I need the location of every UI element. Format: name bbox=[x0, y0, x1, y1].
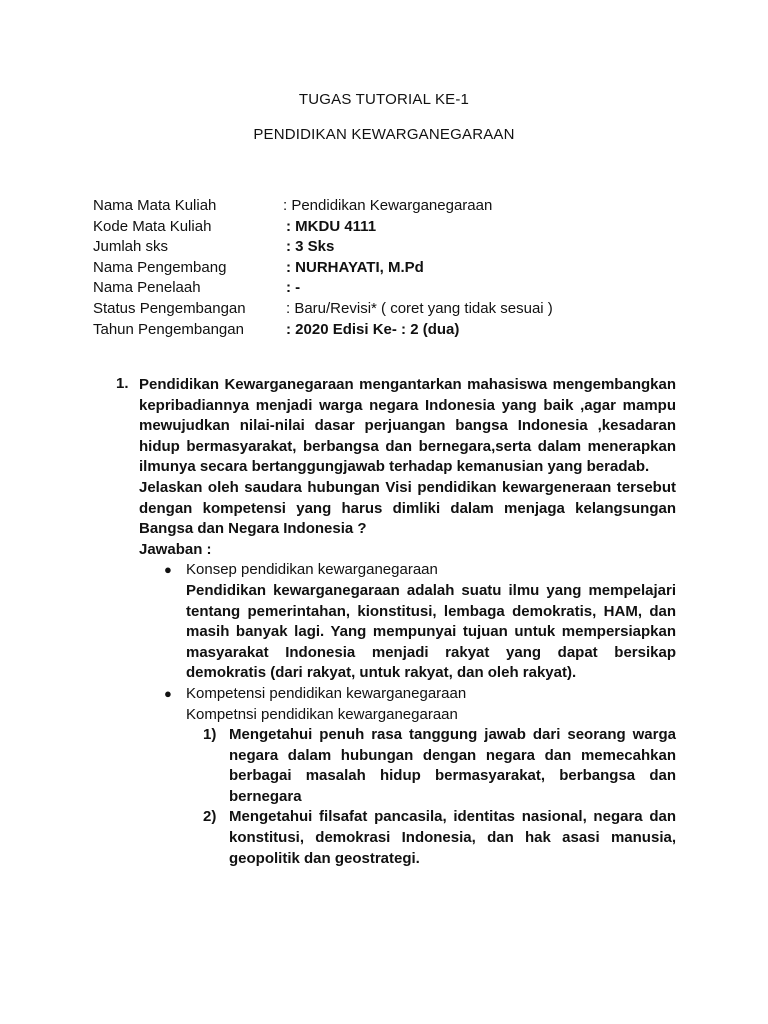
info-row-course-name bbox=[93, 196, 553, 217]
bullet-icon: ● bbox=[164, 562, 172, 578]
question-body bbox=[139, 375, 676, 869]
info-row-credits bbox=[93, 237, 553, 258]
competence-text: Mengetahui filsafat pancasila, identitas nasional, negara dan konstitusi, demokrasi Indonesia, dan hak asasi manusia, geopolitik dan geostrategi. bbox=[229, 808, 676, 867]
info-label: Tahun Pengembangan bbox=[93, 320, 244, 338]
question-intro: Pendidikan Kewarganegaraan mengantarkan mahasiswa mengembangkan kepribadiannya menjadi warga negara Indonesia yang baik ,agar mampu mewujudkan nilai-nilai dasar perjuangan bangsa Indonesia ,kesadaran hidup bermasyarakat, berbangsa dan bernegara,serta dalam menerapkan ilmunya secara bertanggungjawab terhadap kemanusian yang beradab. bbox=[139, 376, 676, 476]
bullet-icon: ● bbox=[164, 685, 172, 701]
info-label: Nama Mata Kuliah bbox=[93, 197, 217, 214]
question-prompt: Jelaskan oleh saudara hubungan Visi pendidikan kewargeneraan tersebut dengan kompetensi yang harus dimliki dalam menjaga kelangsungan Bangsa dan Negara Indonesia ? bbox=[139, 478, 676, 538]
info-value: : Pendidikan Kewarganegaraan bbox=[283, 197, 493, 214]
course-info-table bbox=[93, 196, 553, 340]
info-value: : MKDU 4111 bbox=[286, 217, 377, 235]
info-row-course-code bbox=[93, 217, 553, 238]
info-label: Nama Penelaah bbox=[93, 279, 201, 297]
competence-number: 2) bbox=[203, 808, 217, 826]
bullet-text: Kompetnsi pendidikan kewarganegaraan bbox=[186, 705, 458, 723]
info-value: : NURHAYATI, M.Pd bbox=[286, 258, 424, 276]
info-label: Status Pengembangan bbox=[93, 299, 246, 317]
info-label: Kode Mata Kuliah bbox=[93, 217, 212, 235]
info-value: : Baru/Revisi* ( coret yang tidak sesuai ) bbox=[286, 299, 553, 317]
bullet-heading: Kompetensi pendidikan kewarganegaraan bbox=[186, 684, 467, 702]
answer-bullet-concept bbox=[164, 560, 676, 684]
info-value: : - bbox=[286, 279, 301, 297]
answer-label: Jawaban : bbox=[139, 540, 212, 558]
course-title: PENDIDIKAN KEWARGANEGARAAN bbox=[253, 126, 515, 143]
info-label: Jumlah sks bbox=[93, 238, 169, 256]
info-row-year bbox=[93, 320, 553, 341]
info-row-developer bbox=[93, 258, 553, 279]
info-value: : 3 Sks bbox=[286, 238, 335, 256]
info-row-reviewer bbox=[93, 278, 553, 299]
competence-number: 1) bbox=[203, 726, 217, 744]
question-number: 1. bbox=[116, 375, 129, 392]
competence-text: Mengetahui penuh rasa tanggung jawab dari seorang warga negara dalam hubungan dengan negara dan memecahkan berbagai masalah hidup bermasyarakat, berbangsa dan bernegara bbox=[229, 726, 676, 805]
bullet-text: Pendidikan kewarganegaraan adalah suatu ilmu yang mempelajari tentang pemerintahan, kionstitusi, lembaga demokratis, HAM, dan masih banyak lagi. Yang mempunyai tujuan untuk mempersiapkan masyarakat Indonesia menjadi rakyat yang dapat bersikap demokratis (dari rakyat, untuk rakyat, dan oleh rakyat). bbox=[186, 581, 676, 682]
info-value: : 2020 Edisi Ke- : 2 (dua) bbox=[286, 320, 460, 338]
info-label: Nama Pengembang bbox=[93, 258, 227, 276]
bullet-heading: Konsep pendidikan kewarganegaraan bbox=[186, 561, 438, 579]
competence-item bbox=[203, 807, 676, 869]
info-row-status bbox=[93, 299, 553, 320]
competence-item bbox=[203, 725, 676, 807]
document-title: TUGAS TUTORIAL KE-1 bbox=[298, 91, 470, 108]
answer-bullet-competence bbox=[164, 684, 676, 869]
